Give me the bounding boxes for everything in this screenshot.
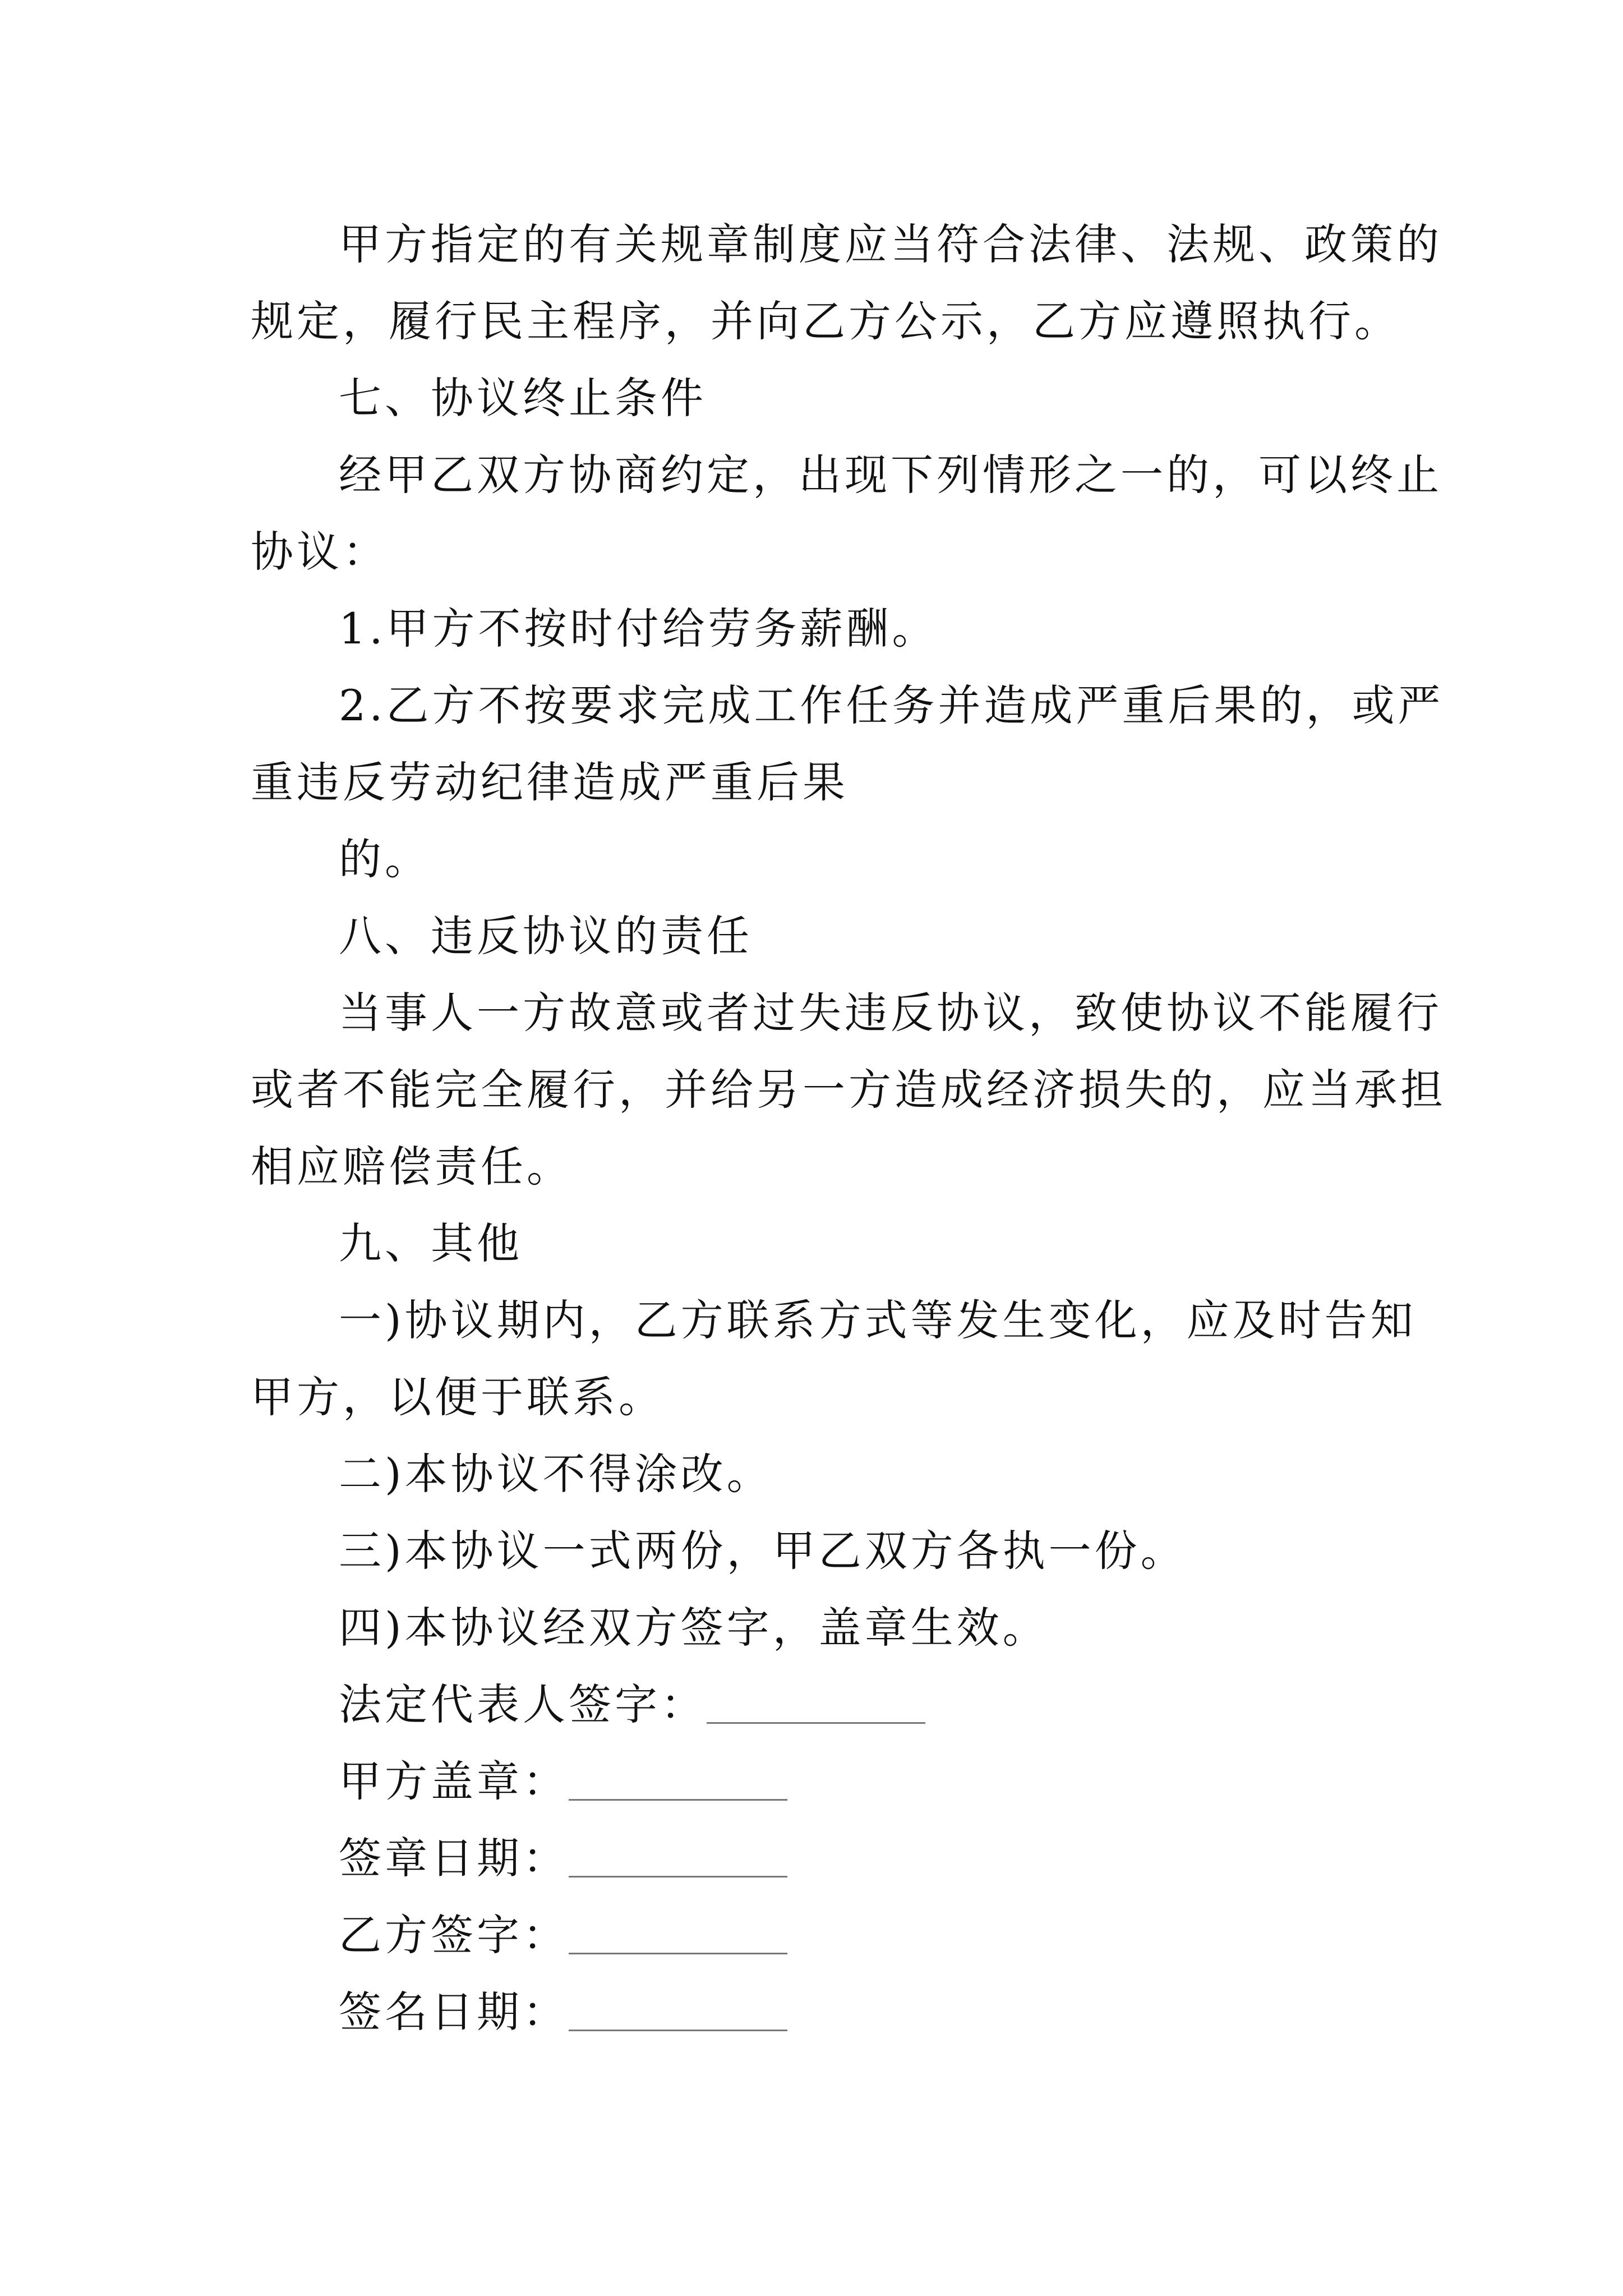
signature-seal-date [251, 1820, 1386, 1897]
text-line: 二)本协议不得涂改。 [339, 1449, 773, 1499]
signature-party-b [251, 1897, 1386, 1973]
text-line: 1.甲方不按时付给劳务薪酬。 [339, 604, 938, 654]
other-item-1 [251, 1282, 1417, 1435]
document-body [251, 206, 1446, 2050]
signature-blank-line[interactable] [569, 1876, 787, 1878]
paragraph-rules [251, 206, 1442, 360]
signature-label: 乙方签字： [339, 1910, 569, 1960]
signature-blank-line[interactable] [707, 1722, 925, 1724]
paragraph-liability [251, 974, 1446, 1205]
signature-party-a-seal [251, 1743, 1386, 1820]
termination-item-1 [251, 590, 1386, 667]
text-line: 规定，履行民主程序，并向乙方公示，乙方应遵照执行。 [251, 296, 1400, 346]
section-heading-other [251, 1205, 1386, 1282]
termination-item-2 [251, 667, 1444, 821]
text-line: 甲方，以便于联系。 [251, 1372, 665, 1422]
text-line: 重违反劳动纪律造成严重后果 [251, 757, 849, 807]
text-line: 2.乙方不按要求完成工作任务并造成严重后果的，或严 [339, 680, 1444, 730]
signature-sign-date [251, 1973, 1386, 2050]
text-line: 甲方指定的有关规章制度应当符合法律、法规、政策的 [339, 219, 1442, 269]
signature-label: 签名日期： [339, 1987, 569, 2037]
text-line: 八、违反协议的责任 [339, 911, 753, 961]
text-line: 当事人一方故意或者过失违反协议，致使协议不能履行 [339, 988, 1442, 1038]
text-line: 经甲乙双方协商约定，出现下列情形之一的，可以终止 [339, 450, 1442, 500]
text-line: 协议： [251, 527, 389, 577]
text-line: 相应赔偿责任。 [251, 1142, 573, 1191]
signature-label: 法定代表人签字： [339, 1680, 707, 1729]
paragraph-termination-intro [251, 436, 1442, 590]
signature-label: 签章日期： [339, 1833, 569, 1883]
text-line: 九、其他 [339, 1218, 523, 1268]
section-heading-termination [251, 360, 1386, 436]
other-item-4 [251, 1589, 1386, 1666]
signature-legal-representative [251, 1666, 1386, 1743]
other-item-2 [251, 1435, 1386, 1512]
termination-item-2-continued [251, 821, 1386, 898]
text-line: 四)本协议经双方签字，盖章生效。 [339, 1603, 1049, 1653]
signature-label: 甲方盖章： [339, 1756, 569, 1806]
section-heading-liability [251, 898, 1386, 974]
text-line: 的。 [339, 834, 431, 884]
other-item-3 [251, 1512, 1386, 1589]
text-line: 三)本协议一式两份，甲乙双方各执一份。 [339, 1526, 1187, 1576]
signature-blank-line[interactable] [569, 2030, 787, 2031]
text-line: 或者不能完全履行，并给另一方造成经济损失的，应当承担 [251, 1065, 1446, 1115]
text-line: 一)协议期内，乙方联系方式等发生变化，应及时告知 [339, 1295, 1417, 1345]
signature-blank-line[interactable] [569, 1953, 787, 1954]
signature-blank-line[interactable] [569, 1799, 787, 1801]
text-line: 七、协议终止条件 [339, 373, 707, 423]
